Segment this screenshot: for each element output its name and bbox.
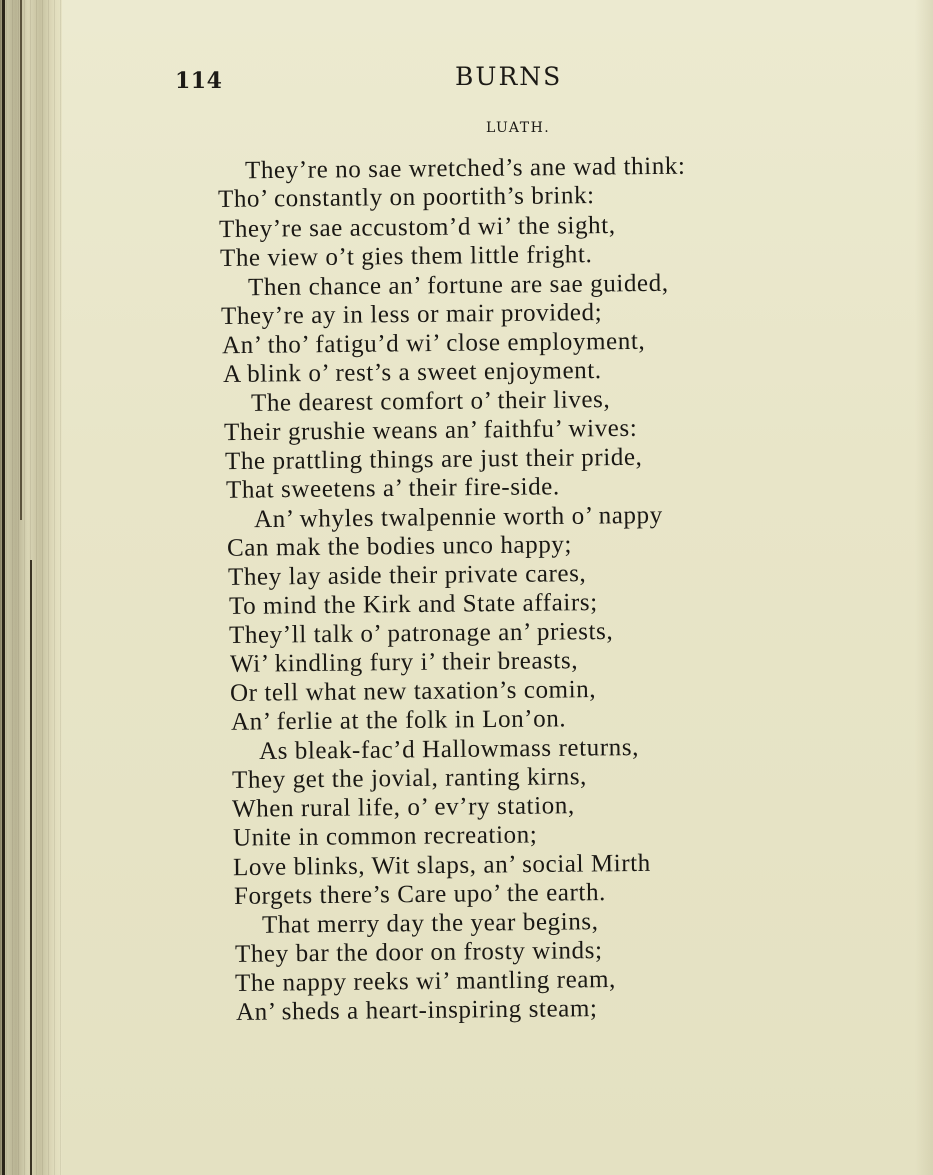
- poem-line: The dearest comfort o’ their lives,: [250, 386, 611, 417]
- running-head: BURNS: [455, 62, 563, 91]
- poem-line: To mind the Kirk and State affairs;: [228, 589, 598, 620]
- poem-line: An’ sheds a heart-inspiring steam;: [235, 995, 598, 1026]
- poem-line: Or tell what new taxation’s comin,: [229, 676, 597, 707]
- poem-line: They bar the door on frosty winds;: [234, 937, 603, 968]
- poem-line: The view o’t gies them little fright.: [219, 241, 593, 272]
- poem-line: An’ ferlie at the folk in Lon’on.: [230, 705, 567, 736]
- poem-line: The prattling things are just their pride,: [224, 443, 643, 476]
- poem-line: The nappy reeks wi’ mantling ream,: [234, 966, 617, 997]
- poem-line: Then chance an’ fortune are sae guided,: [247, 269, 669, 302]
- speaker-heading: LUATH.: [486, 120, 551, 136]
- poem-line: Can mak the bodies unco happy;: [226, 531, 573, 562]
- poem-line: Forgets there’s Care upo’ the earth.: [233, 879, 607, 910]
- poem-line: Wi’ kindling fury i’ their breasts,: [229, 647, 579, 678]
- page-number: 114: [175, 68, 223, 94]
- poem-line: As bleak-fac’d Hallowmass returns,: [258, 734, 640, 765]
- poem-line: They lay aside their private cares,: [227, 560, 587, 591]
- poem-line: They’re ay in less or mair provided;: [220, 299, 603, 330]
- poem-line: That sweetens a’ their fire-side.: [225, 473, 560, 504]
- poem-line: An’ tho’ fatigu’d wi’ close employment,: [221, 327, 646, 360]
- poem-line: When rural life, o’ ev’ry station,: [231, 792, 575, 823]
- poem-line: Unite in common recreation;: [232, 821, 538, 852]
- poem-line: They’re sae accustom’d wi’ the sight,: [218, 211, 616, 244]
- poem-line: Tho’ constantly on poortith’s brink:: [217, 182, 595, 213]
- poem-line: They get the jovial, ranting kirns,: [231, 763, 588, 794]
- poem-line: A blink o’ rest’s a sweet enjoyment.: [222, 357, 602, 388]
- poem-line: They’ll talk o’ patronage an’ priests,: [228, 617, 614, 650]
- poem-line: Their grushie weans an’ faithfu’ wives:: [223, 414, 638, 447]
- poem-line: That merry day the year begins,: [261, 908, 599, 939]
- poem-line: They’re no sae wretched’s ane wad think:: [244, 152, 686, 185]
- poem-line: An’ whyles twalpennie worth o’ nappy: [253, 501, 663, 534]
- poem-line: Love blinks, Wit slaps, an’ social Mirth: [232, 849, 651, 882]
